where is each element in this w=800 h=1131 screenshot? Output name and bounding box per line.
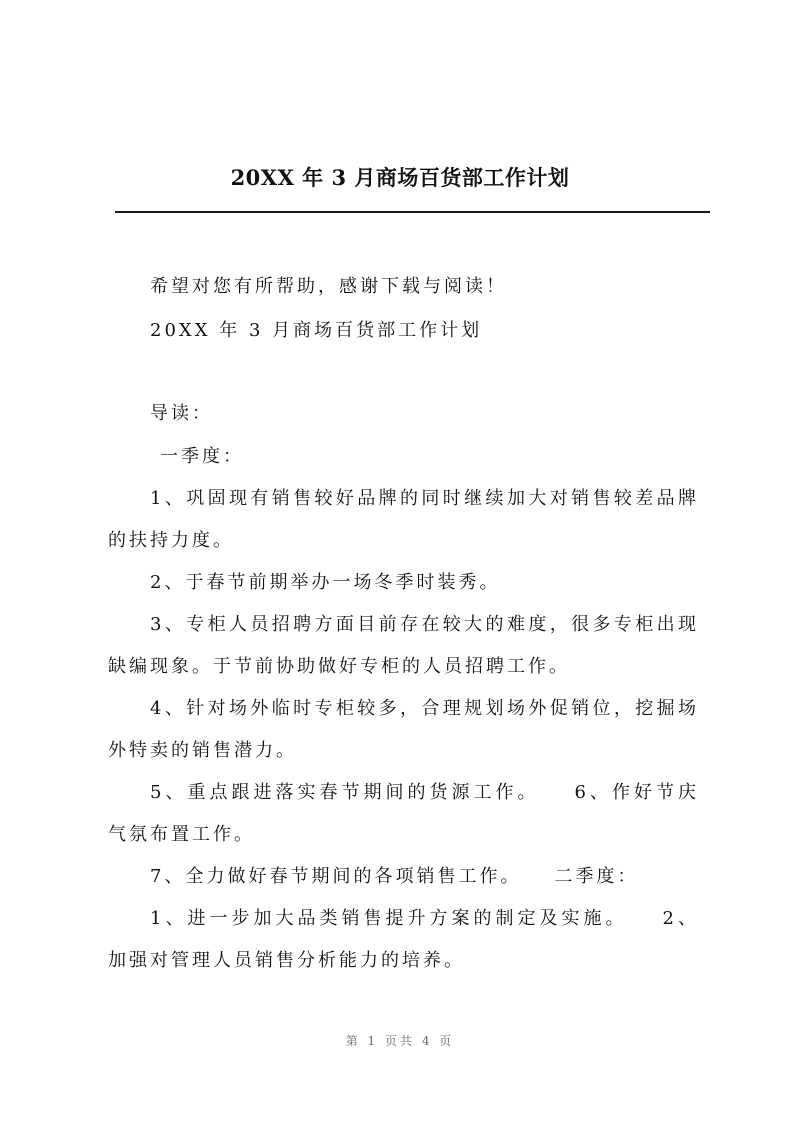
body-line: 2、于春节前期举办一场冬季时装秀。 [150, 572, 501, 593]
page-number-footer: 第 1 页共 4 页 [345, 1034, 455, 1048]
body-line: 4、针对场外临时专柜较多，合理规划场外促销位，挖掘场 [150, 698, 696, 719]
quarter-one-heading: 一季度： [160, 446, 244, 467]
body-line: 外特卖的销售潜力。 [108, 740, 297, 761]
body-line: 1、巩固现有销售较好品牌的同时继续加大对销售较差品牌 [150, 488, 696, 509]
body-line: 气氛布置工作。 [108, 824, 255, 845]
title-divider [115, 211, 710, 213]
body-line: 的扶持力度。 [108, 530, 234, 551]
body-line: 5、重点跟进落实春节期间的货源工作。 6、作好节庆 [150, 782, 696, 803]
page-title: 20XX 年 3 月商场百货部工作计划 [230, 165, 570, 190]
body-line: 7、全力做好春节期间的各项销售工作。 二季度： [150, 866, 639, 887]
body-line: 3、专柜人员招聘方面目前存在较大的难度，很多专柜出现 [150, 614, 696, 635]
intro-line: 希望对您有所帮助，感谢下载与阅读！ [150, 276, 507, 297]
guide-heading: 导读： [150, 403, 213, 424]
body-line: 加强对管理人员销售分析能力的培养。 [108, 950, 465, 971]
subtitle-line: 20XX 年 3 月商场百货部工作计划 [150, 320, 483, 341]
body-line: 缺编现象。于节前协助做好专柜的人员招聘工作。 [108, 656, 570, 677]
body-line: 1、进一步加大品类销售提升方案的制定及实施。 2、 [150, 908, 696, 929]
